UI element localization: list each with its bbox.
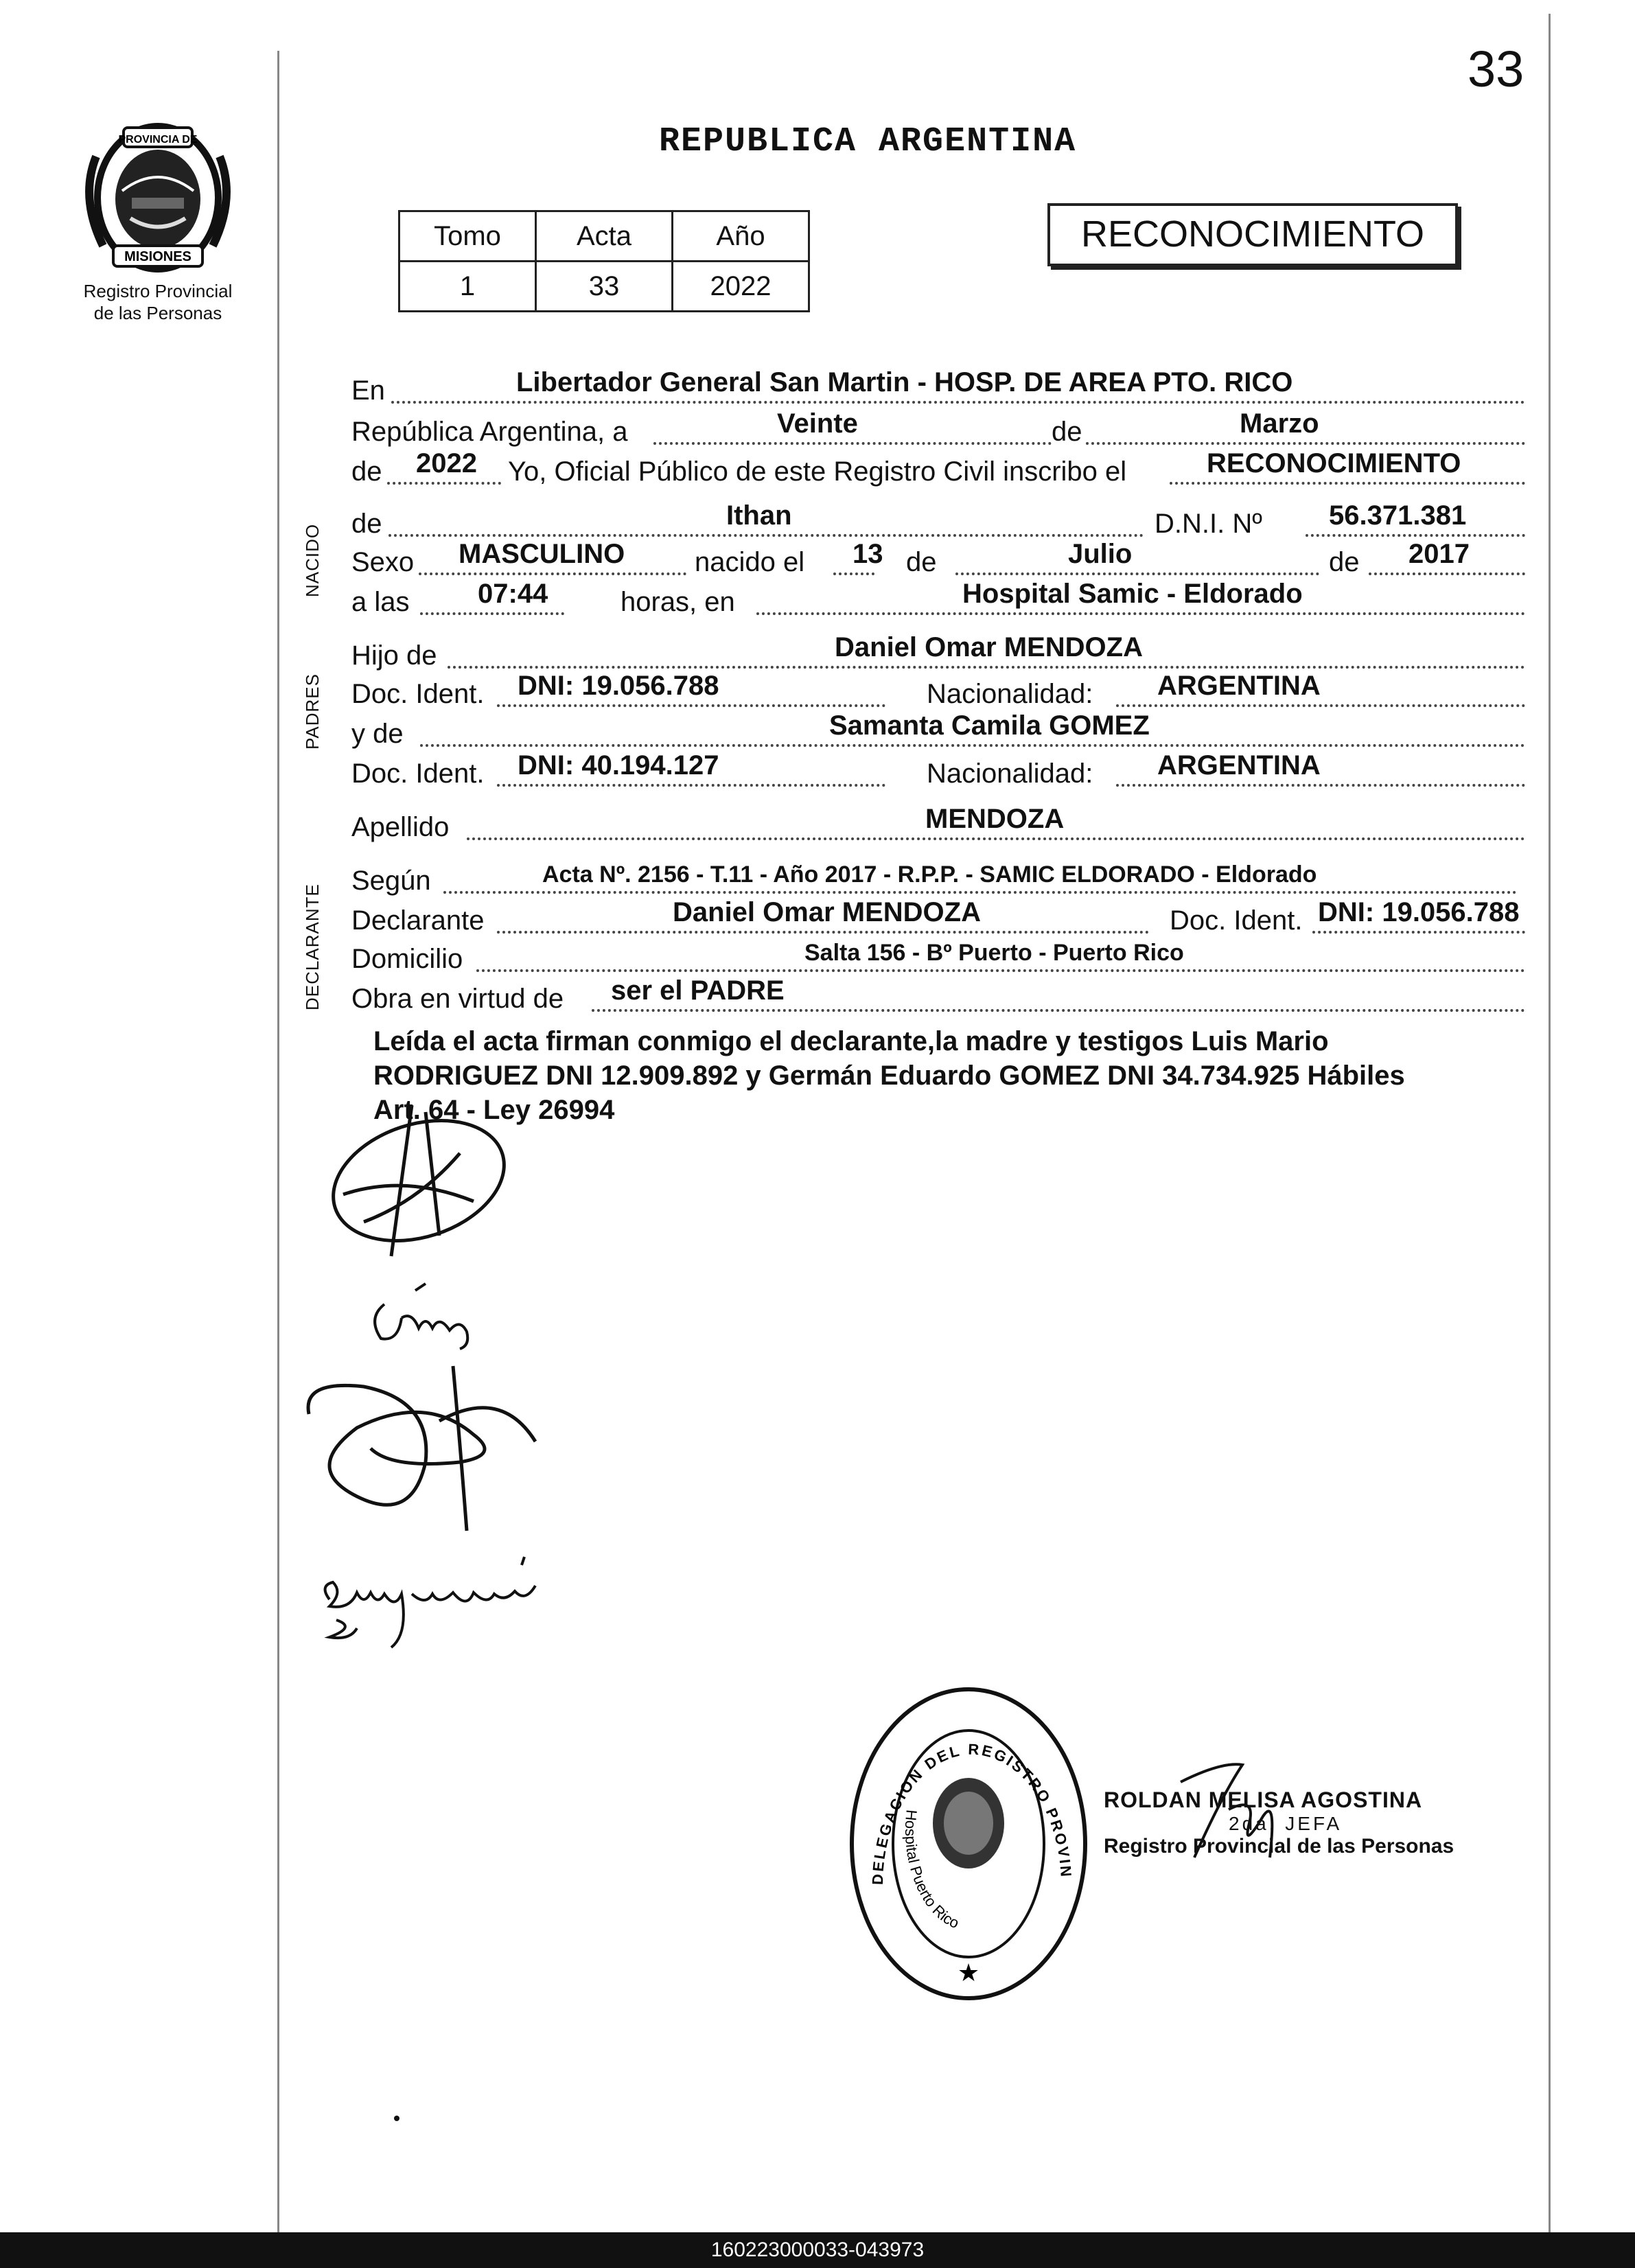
year-label: de bbox=[351, 456, 382, 487]
signer-block bbox=[1104, 1787, 1454, 1858]
father-doc-value: DNI: 19.056.788 bbox=[518, 671, 719, 701]
line-hora bbox=[351, 572, 1527, 621]
segun-label: Según bbox=[351, 866, 431, 896]
declarante-label: Declarante bbox=[351, 905, 485, 936]
obra-dots bbox=[592, 1009, 1525, 1012]
logo-bottom-text: MISIONES bbox=[124, 249, 192, 264]
mother-doc-dots bbox=[497, 784, 885, 787]
apellido-dots bbox=[467, 837, 1525, 840]
document-title: REPUBLICA ARGENTINA bbox=[659, 122, 1077, 161]
doc1-label: Doc. Ident. bbox=[351, 679, 485, 709]
yde-label: y de bbox=[351, 719, 404, 749]
hora-dots bbox=[420, 612, 564, 615]
line-apellido bbox=[351, 798, 1527, 846]
de2-label: de bbox=[351, 509, 382, 539]
logo-caption bbox=[48, 280, 268, 324]
declarante-value: Daniel Omar MENDOZA bbox=[673, 897, 981, 927]
en-value: Libertador General San Martin - HOSP. DE AREA PTO. RICO bbox=[516, 367, 1293, 397]
horas-label: horas, en bbox=[621, 587, 735, 617]
father-name-value: Daniel Omar MENDOZA bbox=[835, 632, 1143, 662]
ref-value-tomo: 1 bbox=[399, 262, 536, 312]
reference-table-header bbox=[399, 211, 809, 262]
stamp-star-icon: ★ bbox=[957, 1958, 980, 1987]
doc3-label: Doc. Ident. bbox=[1170, 905, 1303, 936]
logo-caption-line2: de las Personas bbox=[93, 303, 222, 323]
de4-label: de bbox=[1329, 547, 1360, 577]
sexo-value: MASCULINO bbox=[459, 539, 625, 569]
de-label: de bbox=[1052, 417, 1082, 447]
nacido-label: nacido el bbox=[695, 547, 805, 577]
declarante-doc-value: DNI: 19.056.788 bbox=[1318, 897, 1520, 927]
closing-statement bbox=[373, 1024, 1513, 1127]
sexo-label: Sexo bbox=[351, 547, 415, 577]
reference-table bbox=[398, 210, 810, 312]
name-value: Ithan bbox=[726, 500, 792, 531]
birth-place-value: Hospital Samic - Eldorado bbox=[962, 579, 1303, 609]
logo-caption-line1: Registro Provincial bbox=[83, 281, 233, 301]
left-margin-line bbox=[277, 51, 279, 2232]
mother-doc-value: DNI: 40.194.127 bbox=[518, 750, 719, 780]
right-margin-line bbox=[1549, 14, 1551, 2232]
nac2-label: Nacionalidad: bbox=[927, 759, 1093, 789]
en-label: En bbox=[351, 375, 385, 406]
province-seal-logo bbox=[82, 115, 233, 280]
signature-declarante bbox=[323, 1098, 515, 1263]
stray-dot bbox=[394, 2116, 399, 2121]
inscribo-dots bbox=[1170, 482, 1525, 485]
ref-value-anio: 2022 bbox=[673, 262, 809, 312]
apellido-value: MENDOZA bbox=[925, 804, 1065, 834]
section-label-padres: PADRES bbox=[302, 673, 323, 750]
mother-nat-dots bbox=[1116, 784, 1525, 787]
alas-label: a las bbox=[351, 587, 410, 617]
hijo-label: Hijo de bbox=[351, 640, 437, 671]
signature-madre bbox=[295, 1359, 556, 1538]
ref-value-acta: 33 bbox=[536, 262, 673, 312]
yo-label: Yo, Oficial Público de este Registro Civil inscribo el bbox=[508, 456, 1127, 487]
birth-day-value: 13 bbox=[853, 539, 883, 569]
republica-label: República Argentina, a bbox=[351, 417, 628, 447]
signer-name: ROLDAN MELISA AGOSTINA bbox=[1104, 1787, 1423, 1812]
page-number: 33 bbox=[1468, 40, 1524, 97]
line-inscribo bbox=[351, 442, 1527, 490]
year-dots bbox=[387, 482, 501, 485]
hora-value: 07:44 bbox=[478, 579, 548, 609]
father-nat-value: ARGENTINA bbox=[1157, 671, 1321, 701]
birth-year-value: 2017 bbox=[1408, 539, 1470, 569]
signature-gomez bbox=[364, 1277, 480, 1352]
nac1-label: Nacionalidad: bbox=[927, 679, 1093, 709]
mother-nat-value: ARGENTINA bbox=[1157, 750, 1321, 780]
doc2-label: Doc. Ident. bbox=[351, 759, 485, 789]
section-label-declarante: DECLARANTE bbox=[302, 883, 323, 1010]
logo-top-text: PROVINCIA DE bbox=[118, 134, 198, 146]
act-type-box: RECONOCIMIENTO bbox=[1047, 203, 1458, 266]
section-label-nacido: NACIDO bbox=[302, 523, 323, 597]
official-stamp bbox=[842, 1679, 1095, 2009]
domicilio-value: Salta 156 - Bº Puerto - Puerto Rico bbox=[804, 940, 1184, 966]
stamp-ring-text: DELEGACION DEL REGISTRO PROVIN bbox=[868, 1740, 1075, 1886]
signature-testigo bbox=[316, 1551, 604, 1654]
closing-line2: RODRIGUEZ DNI 12.909.892 y Germán Eduardo GOMEZ DNI 34.734.925 Hábiles bbox=[373, 1061, 1405, 1091]
obra-label: Obra en virtud de bbox=[351, 984, 564, 1014]
birth-place-dots bbox=[756, 612, 1525, 615]
day-value: Veinte bbox=[777, 408, 858, 439]
segun-value: Acta Nº. 2156 - T.11 - Año 2017 - R.P.P. - SAMIC ELDORADO - Eldorado bbox=[542, 861, 1317, 888]
domicilio-label: Domicilio bbox=[351, 944, 463, 974]
reference-table-values bbox=[399, 262, 809, 312]
footer-barcode-strip: 160223000033-043973 bbox=[0, 2232, 1635, 2268]
signer-org: Registro Provincial de las Personas bbox=[1104, 1835, 1454, 1858]
dni-label: D.N.I. Nº bbox=[1155, 509, 1262, 539]
inscribo-value: RECONOCIMIENTO bbox=[1207, 448, 1461, 478]
de3-label: de bbox=[906, 547, 937, 577]
mother-name-value: Samanta Camila GOMEZ bbox=[829, 710, 1150, 741]
apellido-label: Apellido bbox=[351, 812, 450, 842]
ref-header-acta: Acta bbox=[536, 211, 673, 262]
month-value: Marzo bbox=[1240, 408, 1319, 439]
ref-header-tomo: Tomo bbox=[399, 211, 536, 262]
obra-value: ser el PADRE bbox=[611, 975, 785, 1006]
stamp-inner-text: Hospital Puerto Rico bbox=[901, 1809, 962, 1932]
closing-line1: Leída el acta firman conmigo el declarante,la madre y testigos Luis Mario bbox=[373, 1026, 1329, 1056]
line-obra bbox=[351, 969, 1527, 1017]
dni-value: 56.371.381 bbox=[1329, 500, 1467, 531]
ref-header-anio: Año bbox=[673, 211, 809, 262]
birth-month-value: Julio bbox=[1068, 539, 1133, 569]
closing-line3: Art. 64 - Ley 26994 bbox=[373, 1095, 615, 1125]
line-mother-doc bbox=[351, 744, 1527, 792]
year-value: 2022 bbox=[416, 448, 477, 478]
signer-role: 2da. JEFA bbox=[1229, 1813, 1343, 1834]
